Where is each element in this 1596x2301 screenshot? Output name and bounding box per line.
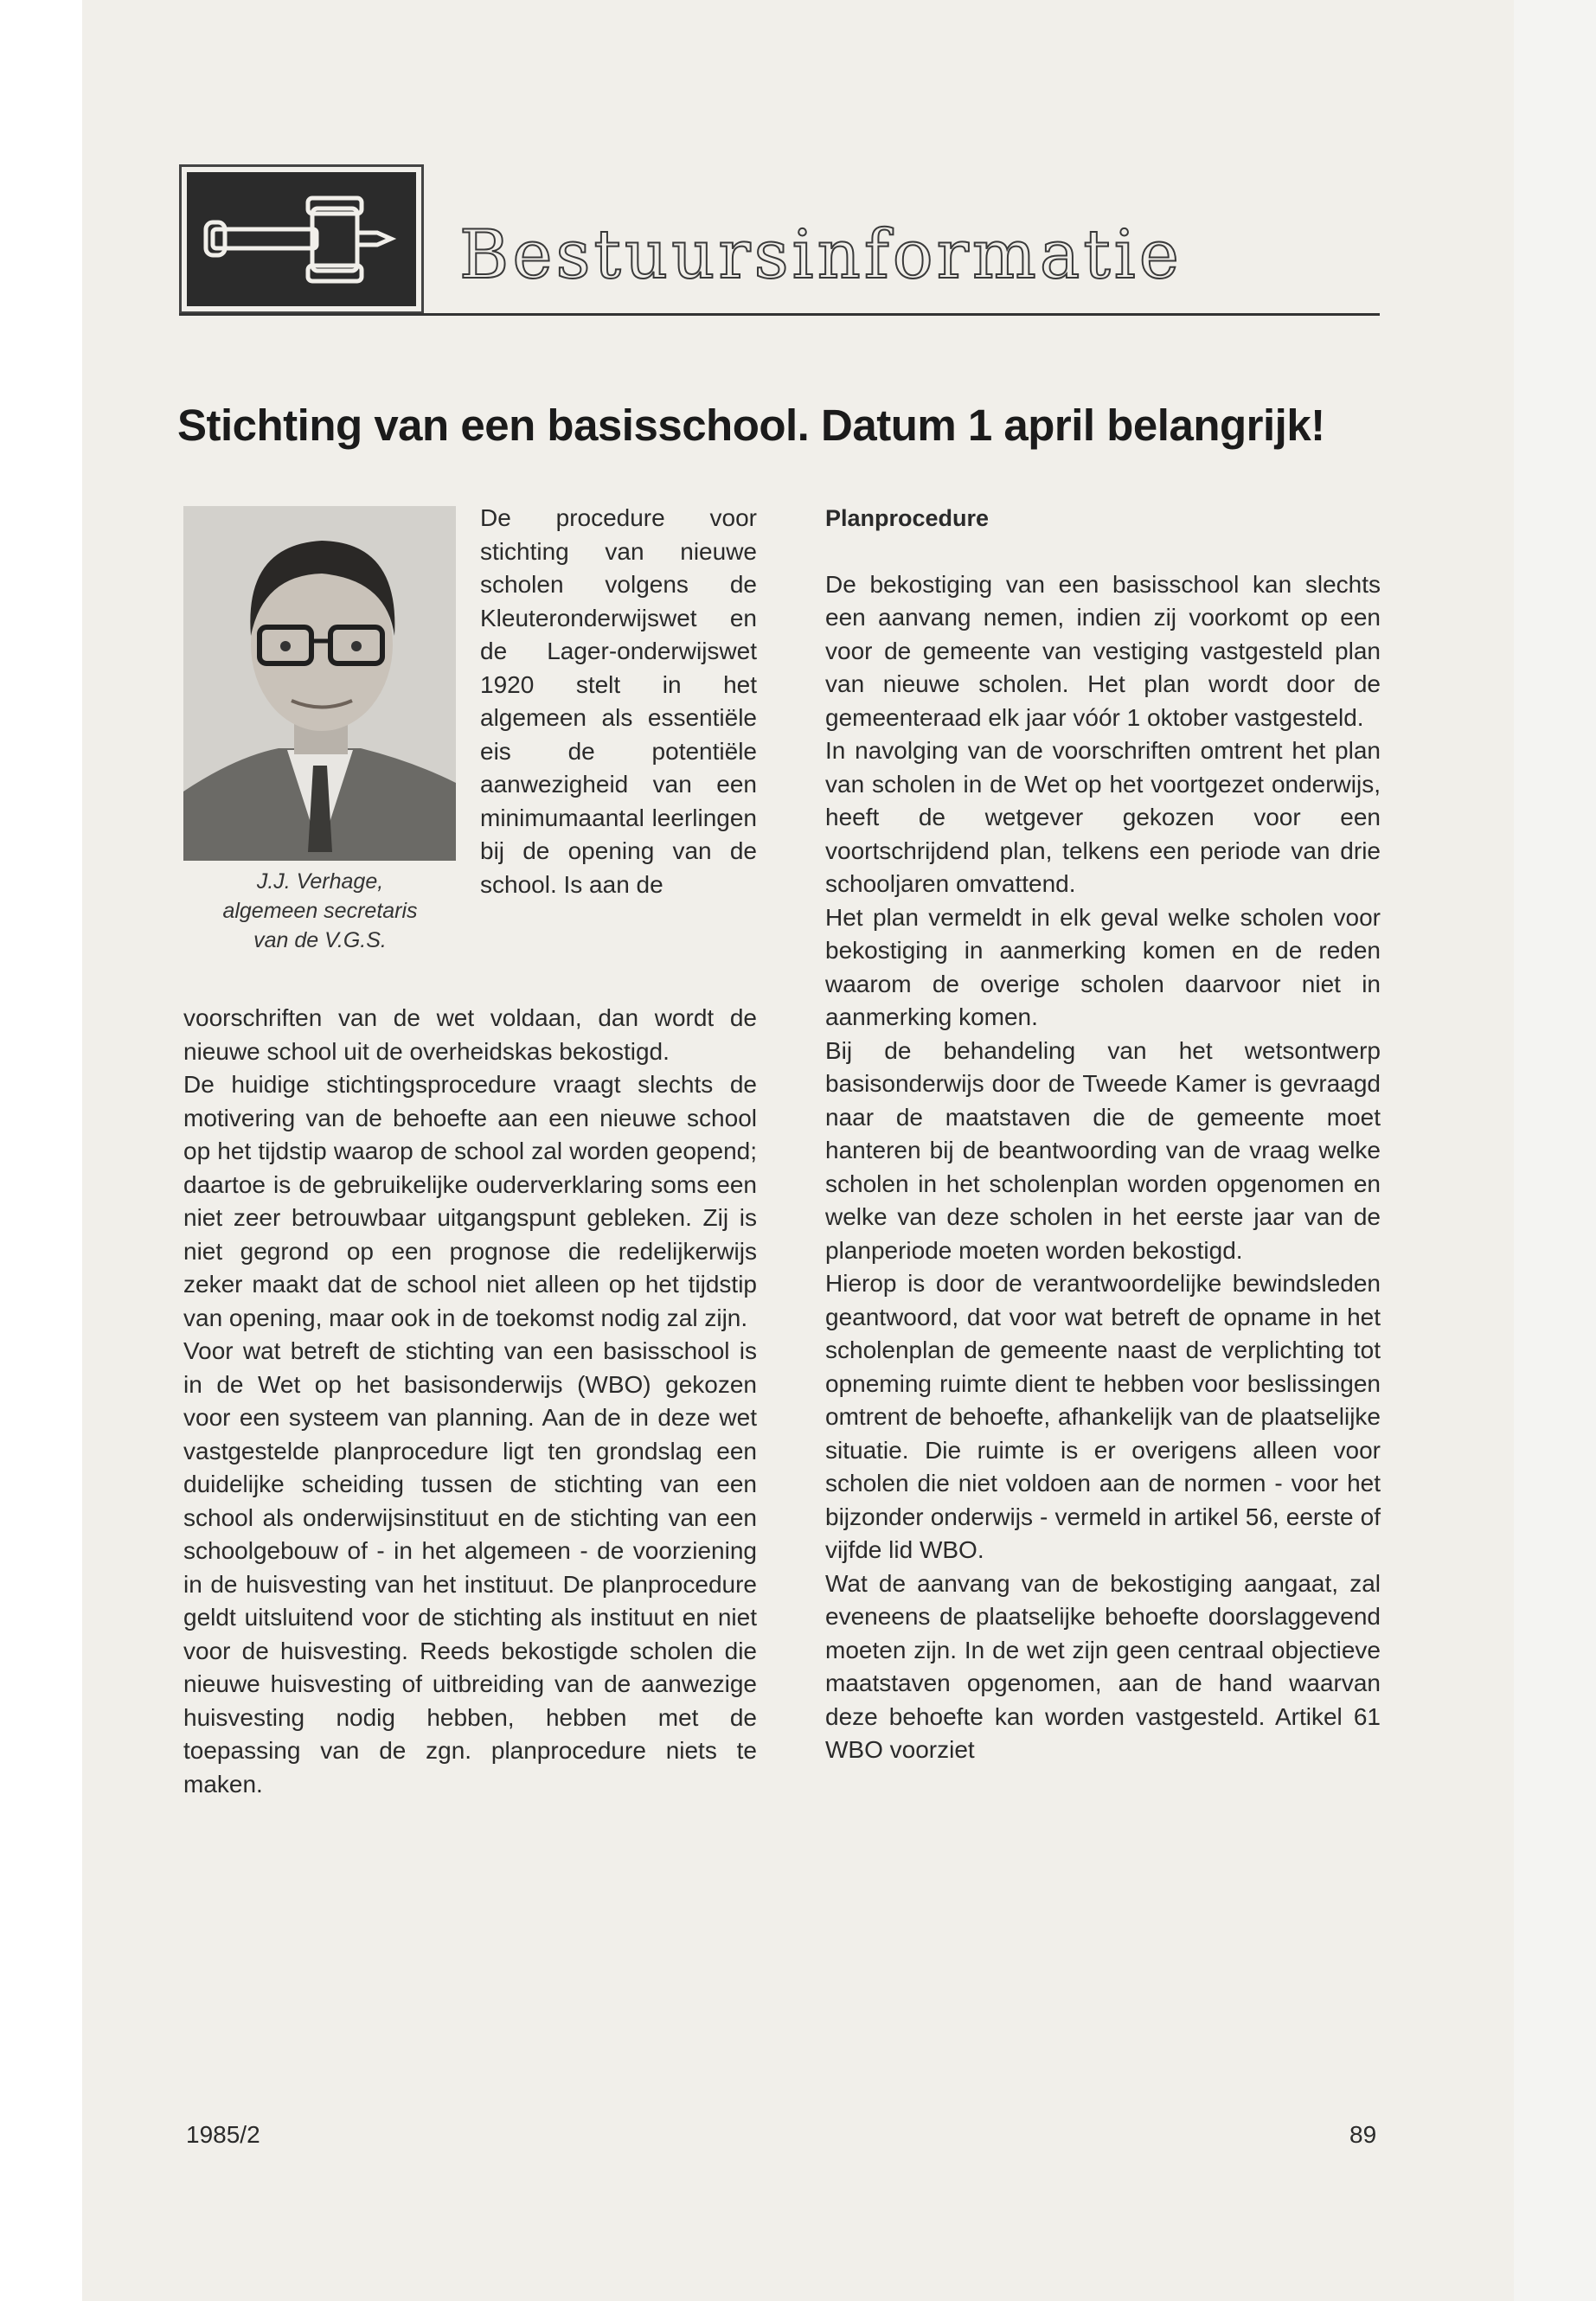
intro-text — [480, 502, 757, 901]
author-photo — [183, 506, 456, 861]
magazine-page — [82, 0, 1514, 2301]
paragraph: Bij de behandeling van het wetsontwerp basisonderwijs door de Tweede Kamer is gevraagd naar de maatstaven die de gemeente moet hanteren bij de beantwoording van de vraag welke scholen in het scholenplan worden opgenomen en welke van deze scholen in het eerste jaar van de planperiode moeten worden bekostigd. — [825, 1036, 1381, 1264]
paragraph: De huidige stichtingsprocedure vraagt slechts de motivering van de behoefte aan een nieuwe school op het tijdstip waarop de school zal worden geopend; daartoe is de gebruikelijke ouderverklaring soms een niet zeer betrouwbaar uitgangspunt gebleken. Zij is niet gegrond op een prognose die redelijkerwijs zeker maakt dat de school niet alleen op het tijdstip van opening, maar ook in de toekomst nodig zal zijn. — [183, 1071, 757, 1331]
scan-left-margin — [0, 0, 82, 2301]
photo-caption — [177, 867, 463, 955]
section-title: Bestuursinformatie — [459, 216, 1183, 294]
left-column — [183, 1002, 757, 1801]
paragraph: Wat de aanvang van de bekostiging aangaat, zal eveneens de plaatselijke behoefte doorslaggevend moeten zijn. In de wet zijn geen centraal objectieve maatstaven opgenomen, aan de hand waarvan deze behoefte kan worden vastgesteld. Artikel 61 WBO voorziet — [825, 1569, 1381, 1763]
paragraph: De procedure voor stichting van nieuwe scholen volgens de Kleuteronderwijswet en de Lager-onderwijswet 1920 stelt in het algemeen als essentiële eis de potentiële aanwezigheid van een minimumaantal leerlingen bij de opening van de school. Is aan de — [480, 504, 757, 898]
caption-line: J.J. Verhage, — [256, 869, 384, 894]
paragraph: Het plan vermeldt in elk geval welke scholen voor bekostiging in aanmerking komen en de reden waarom de overige scholen daarvoor niet in aanmerking komen. — [825, 903, 1381, 1030]
paragraph: Voor wat betreft de stichting van een basisschool is in de Wet op het basisonderwijs (WBO) gekozen voor een systeem van planning. Aan de in deze wet vastgestelde planprocedure ligt ten grondslag een duidelijke scheiding tussen de stichting van een school als onderwijsinstituut en de stichting van een schoolgebouw of - in het algemeen - de voorziening in de huisvesting van het instituut. De planprocedure geldt uitsluitend voor de stichting als instituut en niet voor de huisvesting. Reeds bekostigde scholen die nieuwe huisvesting of uitbreiding van de aanwezige huisvesting nodig hebben, hebben met de toepassing van de zgn. planprocedure niets te maken. — [183, 1337, 757, 1798]
paragraph: Hierop is door de verantwoordelijke bewindsleden geantwoord, dat voor wat betreft de opname in het scholenplan de gemeente naast de verplichting tot opneming ruimte dient te hebben voor beslissingen omtrent de behoefte, afhankelijk van de plaatselijke situatie. Die ruimte is er overigens alleen voor scholen die niet voldoen aan de normen - voor het bijzonder onderwijs - vermeld in artikel 56, eerste of vijfde lid WBO. — [825, 1270, 1381, 1563]
section-logo — [179, 164, 424, 314]
subheading: Planprocedure — [825, 505, 990, 531]
gavel-icon — [187, 172, 416, 306]
paragraph: In navolging van de voorschriften omtrent het plan van scholen in de Wet op het voortgezet onderwijs, heeft de wetgever gekozen voor een voortschrijdend plan, telkens een periode van drie schooljaren omvattend. — [825, 737, 1381, 897]
page-number: 89 — [1349, 2121, 1377, 2148]
paragraph: De bekostiging van een basisschool kan slechts een aanvang nemen, indien zij voorkomt op een voor de gemeente van vestiging vastgesteld plan van nieuwe scholen. Het plan wordt door de gemeenteraad elk jaar vóór 1 oktober vastgesteld. — [825, 570, 1381, 731]
caption-line: van de V.G.S. — [253, 928, 387, 952]
header-rule — [179, 313, 1380, 316]
caption-line: algemeen secretaris — [222, 899, 418, 923]
issue-number: 1985/2 — [186, 2121, 260, 2148]
paragraph: voorschriften van de wet voldaan, dan wordt de nieuwe school uit de overheidskas bekostigd. — [183, 1004, 757, 1065]
scan-right-margin — [1514, 0, 1596, 2301]
right-column — [825, 502, 1381, 1767]
article-headline: Stichting van een basisschool. Datum 1 april belangrijk! — [177, 401, 1325, 450]
